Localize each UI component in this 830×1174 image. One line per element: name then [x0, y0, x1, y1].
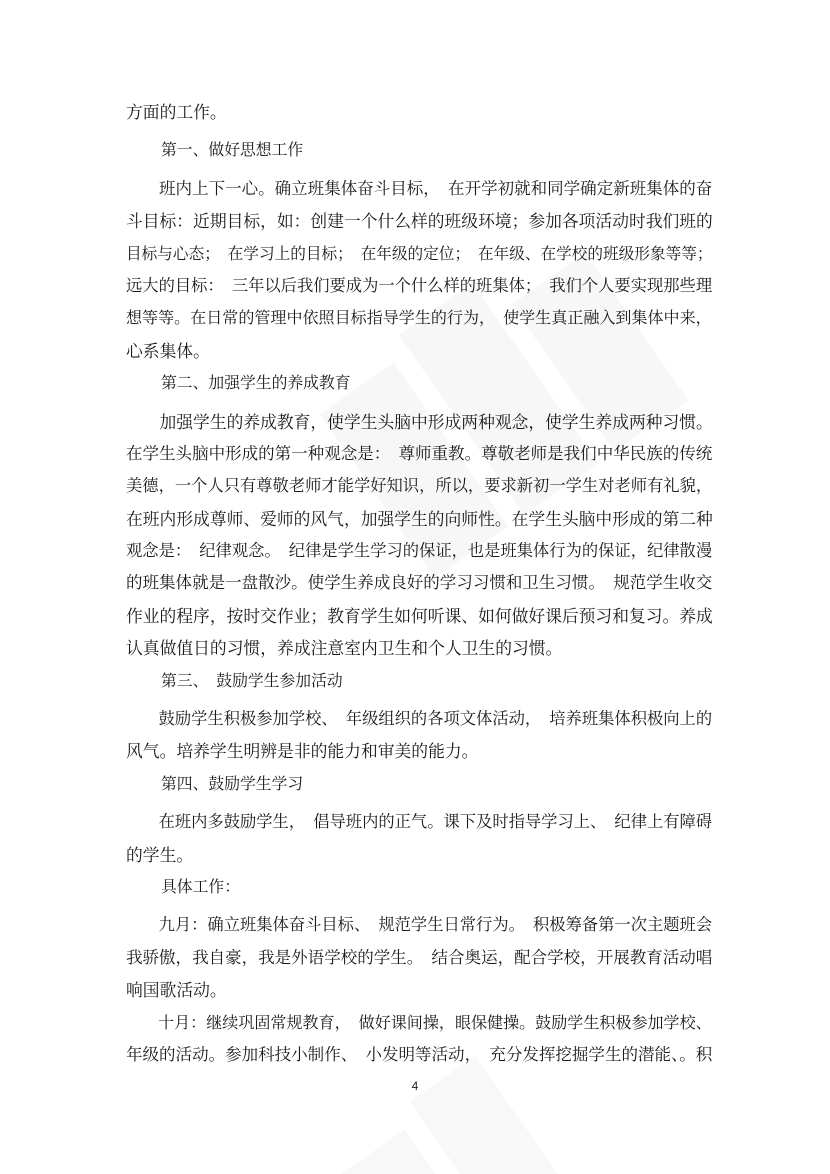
body-text-line: 的班集体就是一盘散沙。使学生养成良好的学习习惯和卫生习惯。 规范学生收交	[126, 573, 713, 593]
body-text-line: 观念是： 纪律观念。 纪律是学生学习的保证，也是班集体行为的保证，纪律散漫	[126, 541, 713, 561]
body-text-line: 鼓励学生积极参加学校、 年级组织的各项文体活动， 培养班集体积极向上的	[126, 709, 713, 729]
body-text-line: 加强学生的养成教育，使学生头脑中形成两种观念，使学生养成两种习惯。	[126, 411, 713, 432]
body-text-line: 认真做值日的习惯，养成注意室内卫生和个人卫生的习惯。	[126, 638, 563, 659]
body-text-line: 美德，一个人只有尊敬老师才能学好知识，所以，要求新初一学生对老师有礼貌，	[126, 476, 713, 496]
body-text-line: 远大的目标： 三年以后我们要成为一个什么样的班集体； 我们个人要实现那些理	[126, 275, 713, 295]
body-text-line: 在班内形成尊师、爱师的风气，加强学生的向师性。在学生头脑中形成的第二种	[126, 508, 713, 529]
document-body	[126, 96, 712, 1071]
body-text-line: 心系集体。	[126, 340, 210, 361]
section-heading: 第二、加强学生的养成教育	[161, 373, 351, 393]
body-text-line: 作业的程序，按时交作业；教育学生如何听课、如何做好课后预习和复习。养成	[126, 605, 713, 626]
body-text-line: 目标与心态； 在学习上的目标； 在年级的定位； 在年级、在学校的班级形象等等；	[126, 243, 713, 263]
body-text-line: 在班内多鼓励学生， 倡导班内的正气。课下及时指导学习上、 纪律上有障碍	[126, 812, 713, 832]
section-heading: 第一、做好思想工作	[161, 140, 304, 160]
body-text-line: 响国歌活动。	[126, 980, 227, 1001]
section-heading: 具体工作：	[161, 876, 240, 896]
body-text-line: 的学生。	[126, 844, 194, 865]
body-text-line: 在学生头脑中形成的第一种观念是： 尊师重教。尊敬老师是我们中华民族的传统	[126, 443, 713, 463]
body-text-line: 想等等。在日常的管理中依照目标指导学生的行为， 使学生真正融入到集体中来，	[126, 308, 712, 328]
page-number: 4	[411, 1079, 419, 1093]
body-text-line: 方面的工作。	[126, 102, 227, 122]
body-text-line: 风气。培养学生明辨是非的能力和审美的能力。	[126, 741, 479, 762]
body-text-line: 斗目标：近期目标，如：创建一个什么样的班级环境；参加各项活动时我们班的	[126, 211, 713, 232]
section-heading: 第三、 鼓励学生参加活动	[161, 670, 343, 690]
section-heading: 第四、鼓励学生学习	[161, 773, 304, 793]
body-text-line: 十月：继续巩固常规教育， 做好课间操，眼保健操。鼓励学生积极参加学校、	[126, 1012, 712, 1032]
body-text-line: 年级的活动。参加科技小制作、 小发明等活动， 充分发挥挖掘学生的潜能、。积	[126, 1044, 713, 1064]
body-text-line: 九月：确立班集体奋斗目标、 规范学生日常行为。 积极筹备第一次主题班会	[126, 915, 713, 935]
body-text-line: 班内上下一心。确立班集体奋斗目标， 在开学初就和同学确定新班集体的奋	[126, 178, 713, 198]
body-text-line: 我骄傲，我自豪，我是外语学校的学生。 结合奥运，配合学校，开展教育活动唱	[126, 947, 713, 967]
